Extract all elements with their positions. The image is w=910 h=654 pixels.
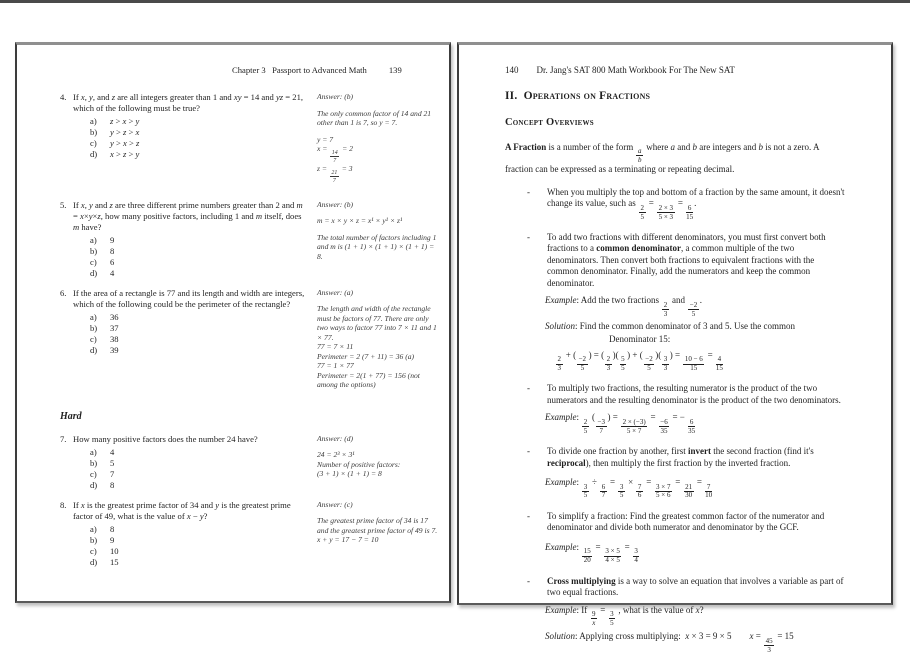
- question-4-row: [60, 92, 441, 191]
- option-text: 38: [110, 333, 119, 344]
- option-letter: c): [90, 468, 97, 479]
- question-7: [60, 434, 309, 491]
- answer-work: y = 7 x = $\frac{14}{7}$ = 2 z = $\frac{21}{7}$ = 3: [317, 134, 353, 184]
- option-text: 4: [110, 446, 115, 457]
- question-text: If x, y, and z are all integers greater than 1 and xy = 14 and yz = 21, which of the following must be true?: [73, 92, 304, 113]
- answer-explanation: The greatest prime factor of 34 is 17 and the greatest prime factor of 49 is 7. x + y = 17 − 7 = 10: [317, 516, 438, 545]
- answer-work: 24 = 2³ × 3¹ Number of positive factors: (3 + 1) × (1 + 1) = 8: [317, 450, 401, 479]
- question-text: How many positive factors does the number 24 have?: [73, 433, 258, 444]
- answer-label: Answer: (a): [317, 287, 354, 297]
- answer-label: Answer: (d): [317, 433, 354, 443]
- difficulty-heading: Hard: [60, 410, 82, 422]
- option-c: [90, 138, 309, 149]
- example-simplify: Example: $\frac{15}{20}$ = $\frac{3 \times 5}{4 \times 5}$ = $\frac{3}{4}$: [545, 541, 638, 565]
- question-6-row: [60, 288, 441, 397]
- option-letter: b): [90, 127, 98, 137]
- right-page-content: [459, 45, 891, 654]
- option-letter: a): [90, 116, 97, 126]
- options-list: [90, 312, 309, 356]
- bullet-add-fractions: [505, 232, 847, 290]
- answer-5: [317, 200, 441, 279]
- answer-explanation: The only common factor of 14 and 21 other than 1 is 7, so y = 7.: [317, 108, 432, 127]
- option-letter: c): [90, 333, 97, 344]
- question-text: If the area of a rectangle is 77 and its length and width are integers, which of the following could be the perimeter of the rectangle?: [73, 287, 305, 309]
- left-page-content: [17, 45, 449, 568]
- option-d: [90, 557, 309, 568]
- bullet-dash: -: [527, 231, 530, 242]
- option-text: 9: [110, 234, 115, 245]
- answer-work: m = x × y × z = x¹ × y¹ × z¹: [317, 216, 403, 226]
- option-a: [90, 312, 309, 323]
- bullet-text: To simplify a fraction: Find the greatest common factor of the numerator and denominator and divide both numerator and denominator by the GCF.: [547, 510, 825, 533]
- left-header-title: Chapter 3 Passport to Advanced Math: [232, 65, 367, 75]
- question-4: [60, 92, 309, 191]
- bullet-multiply-fractions: [505, 383, 847, 406]
- formula-add: $\frac{2}{3}$ + ( $\frac{-2}{5}$ ) = ( $\frac{2}{3}$ )( $\frac{5}{5}$ ) + ( $\frac{-2}{5}$ )( $\frac{3}{3}$ ) = $\frac{10 - 6}{15}$ = $\frac{4}{15}$: [557, 349, 723, 373]
- answer-label: Answer: (b): [317, 199, 354, 209]
- bullet-cross-multiplying: [505, 576, 847, 599]
- answer-8: [317, 500, 441, 568]
- bullet-simplify-fraction: [505, 511, 847, 534]
- solution-cross-multiply: Solution: Applying cross multiplying: x × 3 = 9 × 5 x = $\frac{45}{3}$ = 15: [545, 631, 794, 654]
- option-text: z > x > y: [110, 116, 140, 126]
- answer-explanation: The length and width of the rectangle must be factors of 77. There are only two ways to factor 77 into 7 × 11 and 1 × 77. 77 = 7 × 11 Perimeter = 2 (7 + 11) = 36 (a) 77 = 1 × 77 Perimeter = 2(1 + 77) = 156 (not among the options): [317, 304, 437, 390]
- option-text: 8: [110, 479, 115, 490]
- question-number: 7.: [60, 433, 67, 444]
- option-letter: b): [90, 322, 98, 333]
- example-add: Example: Add the two fractions $\frac{2}{3}$ and $\frac{-2}{5}$ .: [545, 295, 702, 318]
- question-text: If x is the greatest prime factor of 34 and y is the greatest prime factor of 49, what is the value of x − y?: [73, 499, 291, 521]
- option-letter: c): [90, 545, 97, 556]
- option-d: [90, 480, 309, 491]
- option-c: [90, 546, 309, 557]
- option-text: 8: [110, 245, 115, 256]
- left-header-page-number: 139: [388, 65, 402, 75]
- option-letter: c): [90, 256, 97, 267]
- bullet-dash: -: [527, 446, 530, 457]
- option-letter: d): [90, 344, 98, 355]
- answer-7: [317, 434, 441, 491]
- option-letter: d): [90, 149, 98, 159]
- option-letter: d): [90, 267, 98, 278]
- answer-6: [317, 288, 441, 397]
- bullet-dash: -: [527, 575, 530, 586]
- bullet-text: When you multiply the top and bottom of a fraction by the same amount, it doesn't change its value, such as $\frac{2}{5}$ = $\frac{2 \times 3}{5 \times 3}$ = $\frac{6}{15}$ .: [547, 186, 845, 221]
- option-a: [90, 524, 309, 535]
- right-header-page-number: 140: [505, 65, 519, 75]
- options-list: [90, 235, 309, 279]
- option-text: y > x > z: [110, 138, 140, 148]
- option-letter: a): [90, 311, 97, 322]
- question-6: [60, 288, 309, 397]
- option-letter: a): [90, 523, 97, 534]
- option-a: [90, 447, 309, 458]
- solution-add: Solution: Find the common denominator of 3 and 5. Use the common: [545, 321, 795, 332]
- option-letter: a): [90, 234, 97, 245]
- example-multiply: Example: $\frac{2}{5}$ ( $\frac{-3}{7}$ ) = $\frac{2 \times (-3)}{5 \times 7}$ = $\frac{-6}{35}$ = − $\frac{6}{35}$: [545, 412, 696, 435]
- question-number: 4.: [60, 92, 67, 102]
- option-c: [90, 257, 309, 268]
- example-divide: Example: $\frac{3}{5}$ ÷ $\frac{6}{7}$ = $\frac{3}{5}$ × $\frac{7}{6}$ = $\frac{3 \times 7}{5 \times 6}$ = $\frac{21}{30}$ = $\frac{7}{10}$: [545, 477, 713, 500]
- option-letter: c): [90, 138, 97, 148]
- right-page: [457, 42, 893, 654]
- bullet-text: To multiply two fractions, the resulting numerator is the product of the two numerators and the resulting denominator is the product of the two denominators.: [547, 383, 841, 405]
- subsection-title: Concept Overviews: [505, 117, 594, 128]
- option-text: 9: [110, 534, 115, 545]
- answer-4: [317, 92, 441, 191]
- option-text: 8: [110, 523, 115, 534]
- section-title: II. Operations on Fractions: [505, 89, 651, 102]
- option-letter: b): [90, 457, 98, 468]
- question-number: 6.: [60, 287, 67, 298]
- bullet-dash: -: [527, 383, 530, 394]
- option-letter: b): [90, 534, 98, 545]
- option-d: [90, 268, 309, 279]
- answer-explanation: The total number of factors including 1 and m is (1 + 1) × (1 + 1) × (1 + 1) = 8.: [317, 232, 437, 261]
- option-text: 5: [110, 457, 115, 468]
- right-page-header: [505, 65, 847, 77]
- question-text: If x, y and z are three different prime numbers greater than 2 and m = x×y×z, how many positive factors, including 1 and m itself, does m have?: [73, 199, 303, 232]
- options-list: [90, 116, 309, 160]
- option-b: [90, 535, 309, 546]
- bullet-text: To add two fractions with different denominators, you must first convert both fractions to a common denominator, a common multiple of the two denominators. Then convert both fractions to equivalent fractions with the common denominator. Finally, add the numerators and keep the common denominator.: [547, 231, 826, 288]
- option-text: 15: [110, 556, 119, 567]
- question-7-row: [60, 434, 441, 491]
- option-text: 4: [110, 267, 115, 278]
- option-c: [90, 469, 309, 480]
- option-text: 10: [110, 545, 119, 556]
- option-a: [90, 116, 309, 127]
- bullet-text: To divide one fraction by another, first invert the second fraction (find it's reciprocal), then multiply the first fraction by the inverted fraction.: [547, 446, 814, 468]
- option-text: 7: [110, 468, 115, 479]
- option-text: 37: [110, 322, 119, 333]
- example-cross-multiply: Example: If $\frac{9}{x}$ = $\frac{3}{5}$ , what is the value of x?: [545, 604, 704, 627]
- option-text: 36: [110, 311, 119, 322]
- option-letter: d): [90, 556, 98, 567]
- option-letter: a): [90, 446, 97, 457]
- option-text: 39: [110, 344, 119, 355]
- left-page-header: [232, 65, 441, 76]
- option-b: [90, 458, 309, 469]
- option-text: x > z > y: [110, 149, 140, 159]
- bullet-divide-fractions: [505, 446, 847, 469]
- option-text: y > z > x: [110, 127, 140, 137]
- options-list: [90, 524, 309, 568]
- option-a: [90, 235, 309, 246]
- bullet-dash: -: [527, 186, 530, 197]
- option-d: [90, 149, 309, 160]
- option-c: [90, 334, 309, 345]
- option-b: [90, 323, 309, 334]
- question-8: [60, 500, 309, 568]
- question-5-row: [60, 200, 441, 279]
- bullet-multiply-top-bottom: [505, 187, 847, 221]
- options-list: [90, 447, 309, 491]
- bullet-text: Cross multiplying is a way to solve an equation that involves a variable as part of two equal fractions.: [547, 575, 844, 598]
- option-letter: d): [90, 479, 98, 490]
- option-b: [90, 246, 309, 257]
- option-b: [90, 127, 309, 138]
- left-page: [15, 42, 451, 603]
- option-text: 6: [110, 256, 115, 267]
- option-letter: b): [90, 245, 98, 256]
- question-number: 5.: [60, 199, 67, 210]
- intro-paragraph: A Fraction is a number of the form $\frac{a}{b}$ where a and b are integers and b is not a zero. A fraction can be expressed as a terminating or repeating decimal.: [505, 141, 819, 175]
- right-header-title: Dr. Jang's SAT 800 Math Workbook For The New SAT: [536, 65, 735, 75]
- question-8-row: [60, 500, 441, 568]
- bullet-dash: -: [527, 510, 530, 521]
- question-number: 8.: [60, 499, 67, 510]
- solution-add-line2: Denominator 15:: [609, 334, 671, 345]
- answer-label: Answer: (c): [317, 499, 353, 509]
- question-5: [60, 200, 309, 279]
- answer-label: Answer: (b): [317, 92, 354, 101]
- option-d: [90, 345, 309, 356]
- window-top-edge: [0, 0, 910, 3]
